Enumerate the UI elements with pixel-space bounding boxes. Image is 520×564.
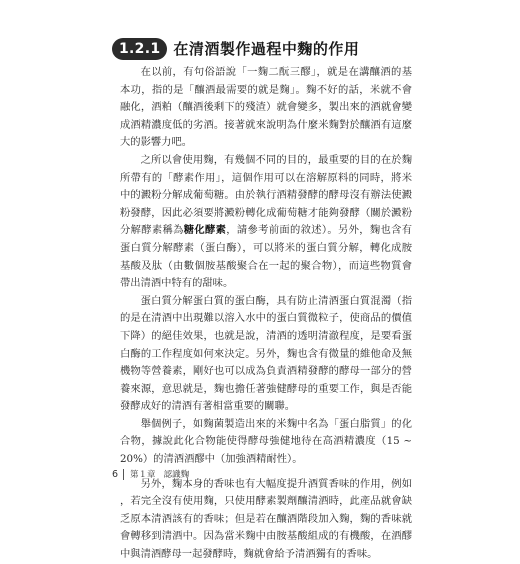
body-text bbox=[120, 64, 412, 564]
paragraph-2-text-b: ，請參考前面的敘述）。另外，麴也含有蛋白質分解酵素（蛋白酶），可以將米的蛋白質分解，轉化成胺基酸及肽（由數個胺基酸聚合在一起的聚合物），而這些物質會帶出清酒中特有的甜味。 bbox=[120, 224, 413, 290]
page-footer bbox=[112, 468, 189, 480]
paragraph-5: 另外，麴本身的香味也有大幅度提升酒質香味的作用，例如，若完全沒有使用麴，只使用酵素製劑釀清酒時，此產品就會缺乏原本清酒該有的香味；但是若在釀酒階段加入麴，麴的香味就會轉移到清酒中。因為當米麴中由胺基酸組成的有機酸，在酒醪中與清酒酵母一起發酵時，麴就會給予清酒獨有的香味。 bbox=[120, 477, 412, 561]
paragraph-2 bbox=[120, 152, 412, 293]
paragraph-1: 在以前，有句俗語說「一麴二酛三醪」，就是在講釀酒的基本功，指的是「釀酒最需要的就是麴」。麴不好的話，米就不會融化，酒粕（釀酒後剩下的殘渣）就會變多，製出來的酒就會變成酒精濃度低的劣酒。接著就來說明為什麼米麴對於釀酒有這麼大的影響力吧。 bbox=[120, 66, 412, 149]
paragraph-2-text-a: 之所以會使用麴，有幾個不同的目的，最重要的目的在於麴所帶有的「酵素作用」，這個作用可以在溶解原料的同時，將米中的澱粉分解成葡萄糖。由於執行酒精發酵的酵母沒有辦法使澱粉發酵，因此必須要將澱粉轉化成葡萄糖才能夠發酵（關於澱粉分解酵素稱為 bbox=[120, 153, 412, 237]
paragraph-4: 舉個例子，如麴菌製造出來的米麴中名為「蛋白脂質」的化合物，據說此化合物能使得酵母強健地待在高酒精濃度（15 ∼ 20%）的清酒酒醪中（加強酒精耐性）。 bbox=[120, 417, 412, 466]
section-heading bbox=[112, 38, 359, 60]
footer-chapter-title: 認識麴 bbox=[163, 470, 190, 480]
paragraph-2-bold-term: 糖化酵素 bbox=[183, 224, 227, 237]
section-number-badge: 1.2.1 bbox=[112, 38, 167, 60]
footer-chapter-label: 第１章 bbox=[130, 470, 156, 480]
footer-divider bbox=[123, 469, 124, 480]
page-number: 6 bbox=[112, 468, 119, 480]
section-title: 在清酒製作過程中麴的作用 bbox=[173, 40, 360, 58]
paragraph-3: 蛋白質分解蛋白質的蛋白酶，具有防止清酒蛋白質混濁（指的是在清酒中出現難以溶入水中的蛋白質微粒子，使商品的價值下降）的絕佳效果，也就是說，清酒的透明清澈程度，是要看蛋白酶的工作程度如何來決定。另外，麴也含有微量的維他命及無機物等營養素，剛好也可以成為負責酒精發酵的酵母一部分的營養來源，意思就是，麴也擔任著強健酵母的重要工作，與是否能發酵成好的清酒有著相當重要的關聯。 bbox=[120, 294, 412, 413]
